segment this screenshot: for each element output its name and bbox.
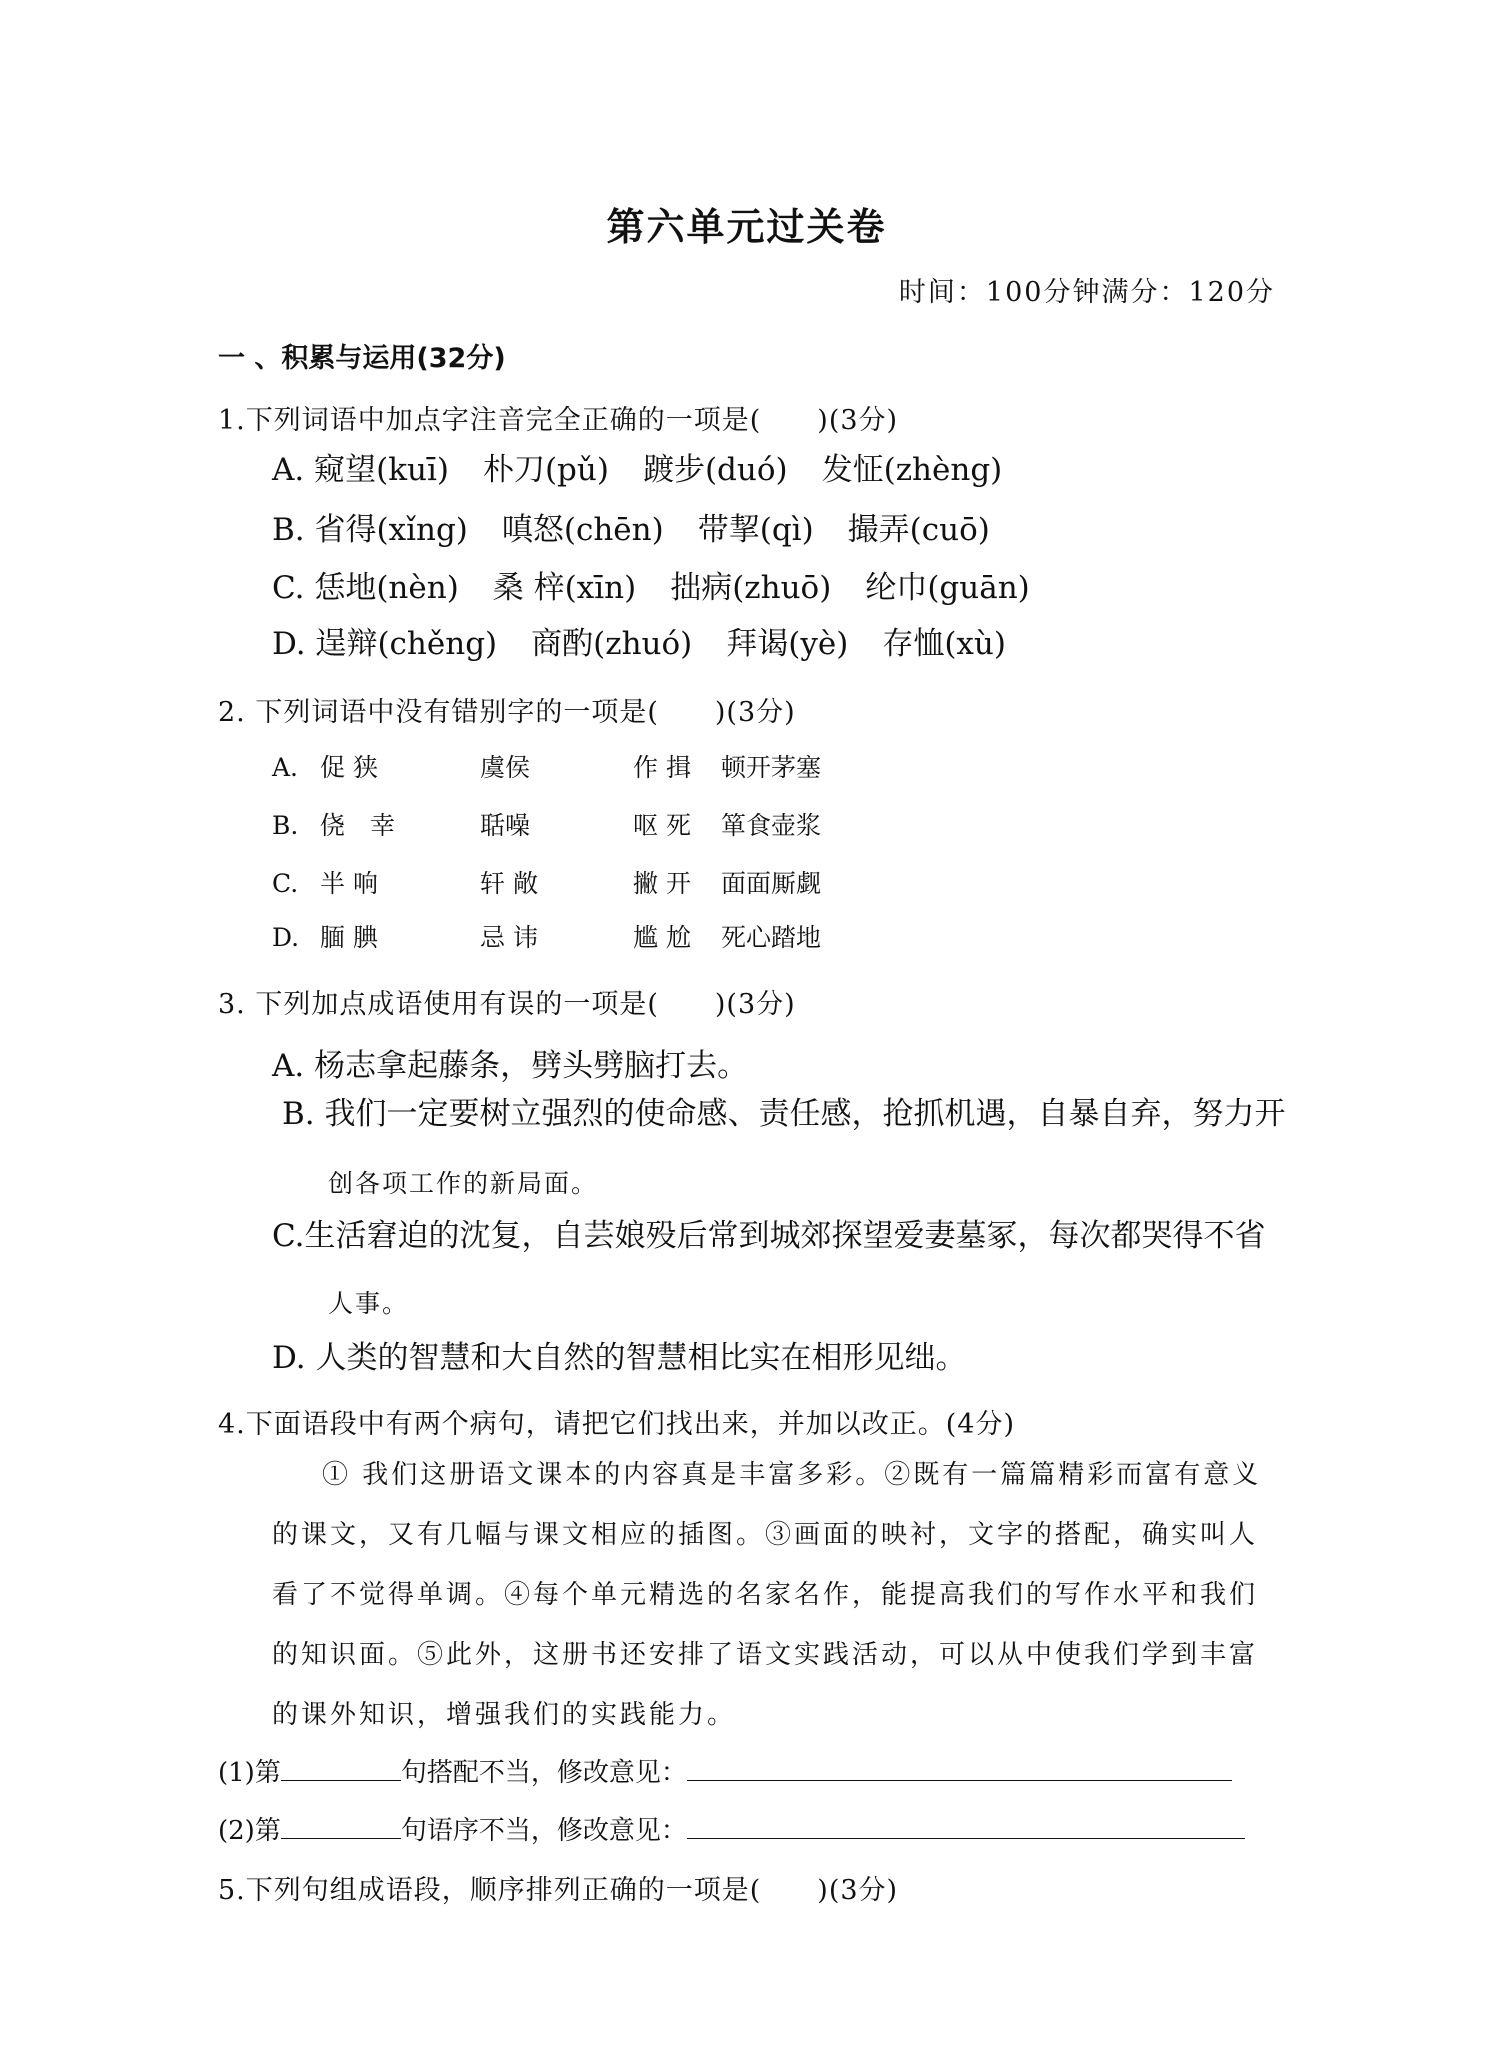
q3-option-d: D. 人类的智慧和大自然的智慧相比实在相形见绌。 (272, 1340, 967, 1376)
q4-answer-1: (1)第 句搭配不当，修改意见： (218, 1752, 1232, 1789)
q4-answer-2: (2)第 句语序不当，修改意见： (218, 1810, 1245, 1847)
q2-option-d: D. 腼 腆 忌 讳 尴 尬 死心踏地 (272, 923, 822, 952)
question-1-stem: 1.下列词语中加点字注音完全正确的一项是( )(3分) (218, 405, 899, 436)
q3-option-b-cont: 创各项工作的新局面。 (328, 1169, 599, 1198)
question-5-stem: 5.下列句组成语段，顺序排列正确的一项是( )(3分) (218, 1875, 899, 1906)
q2-option-c: C. 半 响 轩 敞 撇 开 面面厮觑 (272, 869, 822, 898)
question-4-stem: 4.下面语段中有两个病句，请把它们找出来，并加以改正。(4分) (218, 1409, 1016, 1440)
q1-option-c: C. 恁地(nèn) 桑 梓(xīn) 拙病(zhuō) 纶巾(guān) (272, 570, 1030, 606)
q3-option-a: A. 杨志拿起藤条，劈头劈脑打去。 (272, 1048, 749, 1084)
q3-option-c: C.生活窘迫的沈复，自芸娘殁后常到城郊探望爱妻墓冢，每次都哭得不省 (272, 1218, 1266, 1254)
q1-option-d: D. 逞辩(chěng) 商酌(zhuó) 拜谒(yè) 存恤(xù) (272, 626, 1006, 662)
q2-option-a: A. 促 狭 虞侯 作 揖 顿开茅塞 (272, 753, 822, 782)
q1-option-a: A. 窥望(kuī) 朴刀(pǔ) 踱步(duó) 发怔(zhèng) (272, 452, 1003, 488)
answer-blank[interactable] (281, 1758, 401, 1781)
question-2-stem: 2. 下列词语中没有错别字的一项是( )(3分) (218, 697, 796, 728)
answer-line[interactable] (687, 1816, 1245, 1839)
section-heading: 一 、积累与运用(32分) (218, 343, 506, 374)
page-title: 第六单元过关卷 (606, 204, 887, 249)
q4-paragraph: ① 我们这册语文课本的内容真是丰富多彩。②既有一篇篇精彩而富有意义的课文，又有几幅与课文相应的插图。③画面的映衬，文字的搭配，确实叫人看了不觉得单调。④每个单元精选的名家名作，能提高我们的写作水平和我们的知识面。⑤此外，这册书还安排了语文实践活动，可以从中使我们学到丰富的课外知识，增强我们的实践能力。 (272, 1460, 1262, 1730)
answer-blank[interactable] (281, 1816, 401, 1839)
q2-option-b: B. 侥 幸 聒噪 呕 死 箪食壶浆 (272, 811, 822, 840)
answer-line[interactable] (687, 1758, 1232, 1781)
q3-option-c-cont: 人事。 (328, 1289, 410, 1318)
question-3-stem: 3. 下列加点成语使用有误的一项是( )(3分) (218, 989, 796, 1020)
q1-option-b: B. 省得(xǐng) 嗔怒(chēn) 带挈(qì) 撮弄(cuō) (272, 512, 990, 548)
exam-meta: 时间：100分钟满分：120分 (898, 277, 1275, 308)
q3-option-b: B. 我们一定要树立强烈的使命感、责任感，抢抓机遇，自暴自弃，努力开 (282, 1096, 1286, 1132)
